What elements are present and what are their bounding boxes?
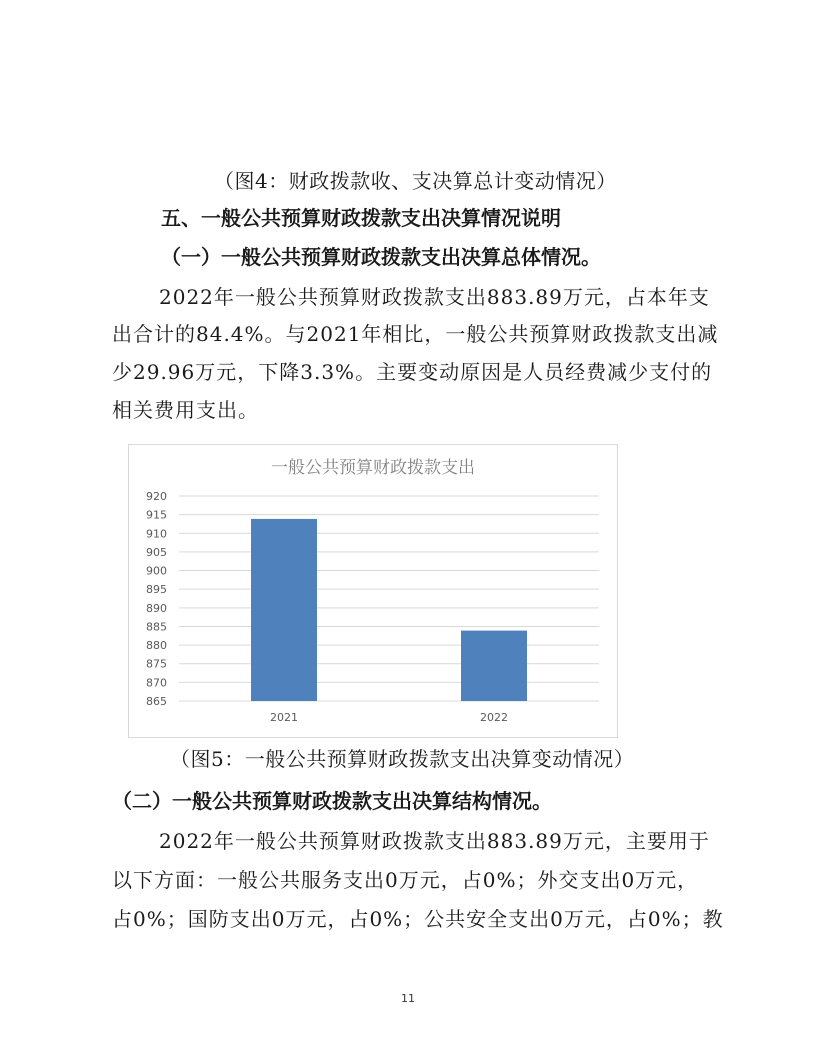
para1-line1: 2022年一般公共预算财政拨款支出883.89万元，占本年支 — [159, 285, 710, 309]
y-tick-label: 890 — [146, 601, 167, 615]
y-tick-label: 880 — [146, 639, 167, 653]
para2-line3: 占0%；国防支出0万元，占0%；公共安全支出0万元，占0%；教 — [112, 907, 724, 931]
y-tick-label: 885 — [146, 620, 167, 634]
para1-line2: 出合计的84.4%。与2021年相比，一般公共预算财政拨款支出减 — [112, 322, 719, 346]
x-tick-label: 2021 — [270, 711, 298, 724]
para2-line2: 以下方面：一般公共服务支出0万元，占0%；外交支出0万元， — [112, 868, 699, 892]
y-tick-label: 895 — [146, 583, 167, 597]
bar-chart-svg — [129, 445, 617, 737]
y-tick-label: 905 — [146, 545, 167, 559]
x-tick-label: 2022 — [480, 711, 508, 724]
figure-4-caption: （图4：财政拨款收、支决算总计变动情况） — [214, 169, 617, 193]
y-tick-label: 910 — [146, 527, 167, 541]
subsection-5-2-heading: （二）一般公共预算财政拨款支出决算结构情况。 — [112, 789, 552, 813]
y-tick-label: 900 — [146, 564, 167, 578]
y-tick-label: 915 — [146, 508, 167, 522]
para2-line1: 2022年一般公共预算财政拨款支出883.89万元，主要用于 — [159, 829, 710, 853]
bar-2021 — [251, 519, 317, 701]
figure-5-caption: （图5：一般公共预算财政拨款支出决算变动情况） — [170, 747, 635, 771]
page-number: 11 — [401, 992, 415, 1005]
y-tick-label: 870 — [146, 676, 167, 690]
y-tick-label: 920 — [146, 490, 167, 503]
section-5-heading: 五、一般公共预算财政拨款支出决算情况说明 — [161, 206, 561, 230]
bar-2022 — [461, 631, 527, 701]
subsection-5-1-heading: （一）一般公共预算财政拨款支出决算总体情况。 — [161, 245, 601, 269]
y-tick-label: 875 — [146, 657, 167, 671]
para1-line4: 相关费用支出。 — [112, 398, 259, 422]
chart-title: 一般公共预算财政拨款支出 — [271, 458, 475, 478]
para1-line3: 少29.96万元，下降3.3%。主要变动原因是人员经费减少支付的 — [112, 360, 713, 384]
bar-chart — [128, 444, 618, 738]
y-tick-label: 865 — [146, 695, 167, 708]
